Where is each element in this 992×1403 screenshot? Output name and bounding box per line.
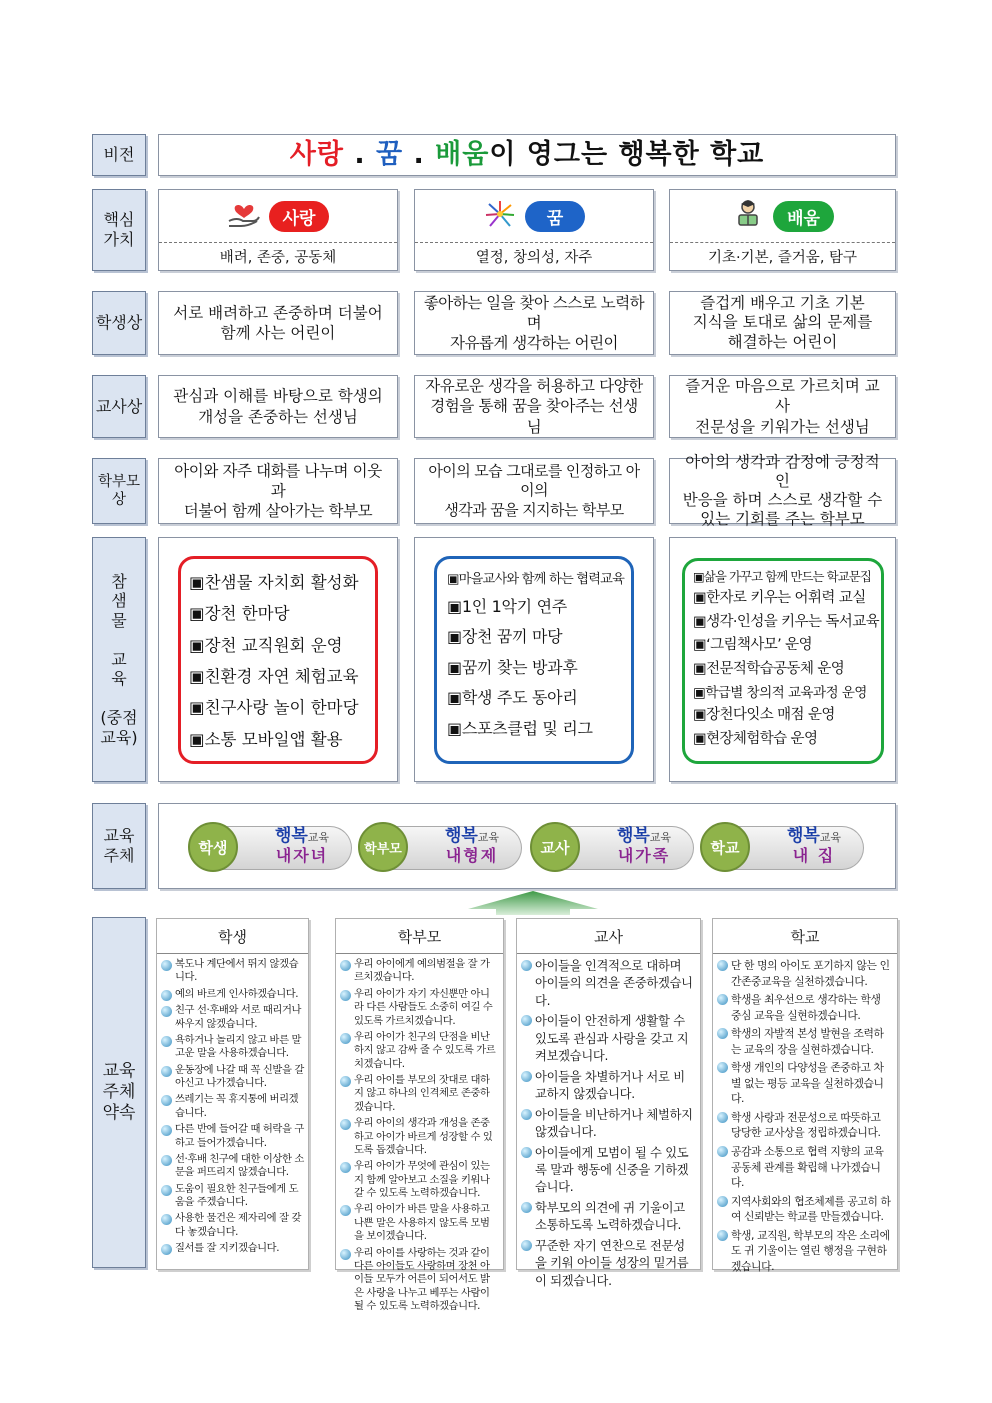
subject-card-school <box>700 822 864 872</box>
promise-item <box>161 1183 304 1210</box>
bullet-circle-icon <box>340 1033 351 1044</box>
bullet-circle-icon <box>521 1071 532 1082</box>
subject-happy: 행복 <box>616 826 650 846</box>
promise-item <box>521 1238 696 1290</box>
promise-text: 우리 아이가 친구의 단점을 비난하지 않고 감싸 줄 수 있도록 가르치겠습니다. <box>354 1030 496 1070</box>
bullet-circle-icon <box>717 1196 728 1207</box>
promise-text: 사용한 물건은 제자리에 잘 갖다 놓겠습니다. <box>175 1212 302 1238</box>
promise-text: 욕하거나 놀리지 않고 바른 말 고운 말을 사용하겠습니다. <box>175 1033 302 1060</box>
promise-text: 단 한 명의 아이도 포기하지 않는 인간존중교육을 실천하겠습니다. <box>731 959 890 988</box>
core-value-love <box>158 189 398 271</box>
core-value-dream <box>414 189 654 271</box>
promise-item <box>717 1026 893 1057</box>
student-image-love: 서로 배려하고 존중하며 더불어 함께 사는 어린이 <box>158 291 398 355</box>
promise-text: 아이들을 인격적으로 대하며 아이들의 의견을 존중하겠습니다. <box>535 959 693 1008</box>
promise-item <box>521 1145 696 1197</box>
promise-item <box>521 1013 696 1065</box>
bullet-circle-icon <box>717 960 728 971</box>
promise-title: 교사 <box>517 919 700 954</box>
bullet-circle-icon <box>717 1028 728 1039</box>
program-item: ▣장천다잇소 매점 운영 <box>693 706 835 723</box>
core-value-learning <box>669 189 896 271</box>
program-item: ▣생각·인성을 키우는 독서교육 <box>693 613 880 630</box>
value-desc-learning: 기초·기본, 즐거움, 탐구 <box>707 249 858 266</box>
bullet-circle-icon <box>161 1155 172 1166</box>
promise-item <box>521 1069 696 1104</box>
promise-item <box>161 1123 304 1150</box>
subject-happy: 행복 <box>786 826 820 846</box>
promise-item <box>340 1117 499 1157</box>
promise-text: 복도나 계단에서 뛰지 않겠습니다. <box>175 958 299 984</box>
bullet-circle-icon <box>340 1076 351 1087</box>
promise-column-parent <box>335 918 504 1312</box>
bullet-circle-icon <box>717 1146 728 1157</box>
promise-item <box>521 1200 696 1235</box>
subject-card-teacher <box>530 822 694 872</box>
promise-text: 다른 반에 들어갈 때 허락을 구하고 들어가겠습니다. <box>175 1123 304 1149</box>
vision-sep: . <box>343 139 376 171</box>
promise-item <box>340 1247 499 1314</box>
promise-text: 학생 사랑과 전문성으로 따뜻하고 당당한 교사상을 정립하겠습니다. <box>731 1110 881 1140</box>
subject-card-parent <box>358 822 522 872</box>
promise-item <box>161 1242 304 1255</box>
subject-happy: 행복 <box>444 826 478 846</box>
bullet-circle-icon <box>717 1112 728 1123</box>
sparkle-dream-icon <box>483 198 517 234</box>
subject-circle: 학생 <box>188 822 238 872</box>
program-item: ▣한자로 키우는 어휘력 교실 <box>693 590 866 607</box>
program-item: ▣학급별 창의적 교육과정 운영 <box>693 684 867 701</box>
promise-text: 아이들을 비난하거나 체벌하지 않겠습니다. <box>535 1107 693 1140</box>
bullet-circle-icon <box>717 1062 728 1073</box>
bullet-circle-icon <box>521 1202 532 1213</box>
bullet-circle-icon <box>161 1214 172 1225</box>
subject-edu: 교육 <box>819 831 842 844</box>
promise-item <box>340 1031 499 1071</box>
promise-item <box>521 958 696 1010</box>
value-desc-love: 배려, 존중, 공동체 <box>219 249 337 266</box>
promise-text: 아이들에게 모범이 될 수 있도록 말과 행동에 신중을 기하겠습니다. <box>535 1145 689 1195</box>
promise-text: 우리 아이가 무엇에 관심이 있는지 함께 알아보고 소질을 키워나갈 수 있도록 노력하겠습니다. <box>354 1160 490 1199</box>
promise-item <box>161 1034 304 1061</box>
bullet-circle-icon <box>340 1162 351 1173</box>
promise-item <box>717 992 893 1023</box>
promise-text: 학부모의 의견에 귀 기울이고 소통하도록 노력하겠습니다. <box>535 1200 685 1233</box>
bullet-circle-icon <box>161 1006 172 1017</box>
row-label-subjects: 교육 주체 <box>92 803 146 889</box>
row-label-promises: 교육 주체 약속 <box>92 917 146 1268</box>
promise-item <box>340 988 499 1028</box>
bullet-circle-icon <box>717 994 728 1005</box>
parent-image-love: 아이와 자주 대화를 나누며 이웃과 더불어 함께 살아가는 학부모 <box>158 458 398 524</box>
promise-text: 학생을 최우선으로 생각하는 학생 중심 교육을 실현하겠습니다. <box>731 993 881 1022</box>
bullet-circle-icon <box>521 1240 532 1251</box>
promise-item <box>340 1160 499 1200</box>
value-desc-dream: 열정, 창의성, 자주 <box>475 249 593 266</box>
subject-motto: 내자녀 <box>275 846 329 866</box>
promise-item <box>340 1074 499 1114</box>
row-label-teacher: 교사상 <box>92 375 146 438</box>
program-item: ▣찬샘물 자치회 활성화 <box>189 573 359 592</box>
vision-banner <box>158 134 896 176</box>
program-item: ▣삶을 가꾸고 함께 만드는 학교문집 <box>693 569 871 584</box>
program-list-learning <box>682 558 884 764</box>
program-item: ▣1인 1악기 연주 <box>447 597 567 617</box>
promise-text: 질서를 잘 지키겠습니다. <box>175 1242 280 1255</box>
bullet-circle-icon <box>161 1066 172 1077</box>
promise-column-teacher <box>516 918 701 1288</box>
subject-motto: 내가족 <box>617 846 671 866</box>
promise-title: 학교 <box>713 919 897 954</box>
subject-circle: 학교 <box>700 822 750 872</box>
row-label-core-values: 핵심 가치 <box>92 189 146 271</box>
promise-item <box>161 1004 304 1031</box>
bullet-circle-icon <box>161 1036 172 1047</box>
promise-text: 우리 아이를 부모의 잣대로 대하지 않고 하나의 인격체로 존중하겠습니다. <box>354 1074 490 1113</box>
value-pill-dream: 꿈 <box>525 201 585 232</box>
promise-text: 아이들을 차별하거나 서로 비교하지 않겠습니다. <box>535 1069 685 1102</box>
row-label-vision: 비전 <box>92 134 146 176</box>
subject-card-student <box>188 822 352 872</box>
value-pill-love: 사랑 <box>269 201 330 232</box>
program-list-love <box>178 556 378 764</box>
program-item: ▣현장체험학습 운영 <box>693 730 818 747</box>
bullet-circle-icon <box>161 1244 172 1255</box>
promise-item <box>161 958 304 985</box>
program-item: ▣꿈끼 찾는 방과후 <box>447 657 578 677</box>
promise-text: 학생, 교직원, 학부모의 작은 소리에도 귀 기울이는 열린 행정을 구현하겠습니다. <box>731 1228 890 1273</box>
program-item: ▣장천 꿈끼 마당 <box>447 627 563 647</box>
bullet-circle-icon <box>340 960 351 971</box>
subject-edu: 교육 <box>477 831 500 844</box>
bullet-circle-icon <box>340 990 351 1001</box>
promise-text: 우리 아이의 생각과 개성을 존중하고 아이가 바르게 성장할 수 있도록 돕겠습니다. <box>354 1117 493 1156</box>
parent-image-dream: 아이의 모습 그대로를 인정하고 아이의 생각과 꿈을 지지하는 학부모 <box>414 458 654 524</box>
bullet-circle-icon <box>521 1015 532 1026</box>
promise-text: 우리 아이가 자기 자신뿐만 아니라 다른 사람들도 소중히 여길 수 있도록 가르치겠습니다. <box>354 987 493 1027</box>
vision-rest: 이 영그는 행복한 학교 <box>489 139 765 171</box>
promise-text: 공감과 소통으로 협력 지향의 교육공동체 관계를 확립해 나가겠습니다. <box>731 1145 884 1190</box>
promise-item <box>717 1194 893 1225</box>
promise-item <box>161 1064 304 1091</box>
student-image-learning: 즐겁게 배우고 기초 기본 지식을 토대로 삶의 문제를 해결하는 어린이 <box>669 291 896 355</box>
promise-text: 우리 아이가 바른 말을 사용하고 나쁜 말은 사용하지 않도록 모범을 보이겠습니다. <box>354 1203 490 1243</box>
promise-text: 지역사회와의 협조체제를 공고히 하여 신뢰받는 학교를 만들겠습니다. <box>731 1194 891 1224</box>
program-item: ▣장천 교직원회 운영 <box>189 635 343 655</box>
bullet-circle-icon <box>161 990 172 1001</box>
subject-happy: 행복 <box>274 826 308 846</box>
promise-item <box>340 1203 499 1243</box>
program-item: ▣친환경 자연 체험교육 <box>189 667 359 687</box>
bullet-circle-icon <box>161 1185 172 1196</box>
bullet-circle-icon <box>340 1119 351 1130</box>
program-item: ▣소통 모바일앱 활용 <box>189 729 343 749</box>
program-item: ▣학생 주도 동아리 <box>447 688 578 708</box>
promise-item <box>340 958 499 985</box>
vision-sep: . <box>403 139 436 171</box>
bullet-circle-icon <box>521 960 532 971</box>
heart-hand-icon <box>227 199 261 233</box>
parent-image-learning: 아이의 생각과 감정에 긍정적인 반응을 하며 스스로 생각할 수 있는 기회를 주는 학부모 <box>669 458 896 524</box>
program-item: ▣마을교사와 함께 하는 협력교육 <box>447 572 625 587</box>
teacher-image-love: 관심과 이해를 바탕으로 학생의 개성을 존중하는 선생님 <box>158 375 398 438</box>
promise-text: 학생의 자발적 본성 발현을 조력하는 교육의 장을 실현하겠습니다. <box>731 1027 884 1056</box>
up-arrow-icon <box>468 891 598 915</box>
bullet-circle-icon <box>717 1230 728 1241</box>
promise-title: 학부모 <box>336 919 503 954</box>
subject-circle: 학부모 <box>358 822 408 872</box>
promise-item <box>161 988 304 1001</box>
bullet-circle-icon <box>340 1249 351 1260</box>
promise-text: 꾸준한 자기 연찬으로 전문성을 키워 아이들 성장의 밑거름이 되겠습니다. <box>535 1238 689 1288</box>
promise-text: 우리 아이를 사랑하는 것과 같이 다른 아이들도 사랑하며 장천 아이들 모두가 어른이 되어서도 밝은 사랑을 나누고 베푸는 사람이 될 수 있도록 노력하겠습니다. <box>354 1246 490 1312</box>
program-item: ▣스포츠클럽 및 리그 <box>447 718 593 738</box>
program-item: ▣장천 한마당 <box>189 604 290 624</box>
subject-motto: 내형제 <box>445 846 499 866</box>
promise-item <box>717 1110 893 1141</box>
student-reading-icon <box>731 198 765 234</box>
promise-item <box>717 1228 893 1275</box>
subject-edu: 교육 <box>307 831 330 844</box>
program-item: ▣친구사랑 놀이 한마당 <box>189 698 359 718</box>
teacher-image-learning: 즐거운 마음으로 가르치며 교사 전문성을 키워가는 선생님 <box>669 375 896 438</box>
bullet-circle-icon <box>161 1095 172 1106</box>
promise-column-school <box>712 918 898 1273</box>
promise-text: 운동장에 나갈 때 꼭 신발을 갈아신고 나가겠습니다. <box>175 1063 304 1089</box>
row-label-student: 학생상 <box>92 291 146 355</box>
promise-item <box>717 958 893 989</box>
program-item: ▣전문적학습공동체 운영 <box>693 661 845 678</box>
bullet-circle-icon <box>161 1125 172 1136</box>
vision-love: 사랑 <box>289 139 344 171</box>
row-label-parent: 학부모상 <box>92 458 146 524</box>
subject-edu: 교육 <box>649 831 672 844</box>
promise-item <box>161 1212 304 1239</box>
student-image-dream: 좋아하는 일을 찾아 스스로 노력하며 자유롭게 생각하는 어린이 <box>414 291 654 355</box>
row-label-program: 참 샘 물 교 육 (중점 교육) <box>92 537 146 782</box>
promise-text: 도움이 필요한 친구들에게 도움을 주겠습니다. <box>175 1182 299 1208</box>
subject-motto: 내 집 <box>792 846 836 866</box>
bullet-circle-icon <box>161 960 172 971</box>
promise-item <box>717 1144 893 1191</box>
bullet-circle-icon <box>521 1109 532 1120</box>
promise-text: 우리 아이에게 예의범절을 잘 가르치겠습니다. <box>354 958 490 984</box>
promise-title: 학생 <box>157 919 308 954</box>
promise-text: 친구 선·후배와 서로 때리거나 싸우지 않겠습니다. <box>175 1004 302 1030</box>
program-list-dream <box>434 556 634 764</box>
subject-circle: 교사 <box>530 822 580 872</box>
promise-text: 쓰레기는 꼭 휴지통에 버리겠습니다. <box>175 1093 299 1119</box>
value-pill-learning: 배움 <box>773 201 834 232</box>
bullet-circle-icon <box>340 1205 351 1216</box>
bullet-circle-icon <box>521 1147 532 1158</box>
promise-text: 학생 개인의 다양성을 존중하고 차별 없는 평등 교육을 실천하겠습니다. <box>731 1061 884 1106</box>
promise-item <box>161 1093 304 1120</box>
promise-text: 아이들이 안전하게 생활할 수 있도록 관심과 사랑을 갖고 지켜보겠습니다. <box>535 1014 689 1064</box>
program-item: ▣‘그림책사모’ 운영 <box>693 637 812 654</box>
promise-text: 예의 바르게 인사하겠습니다. <box>175 987 299 1000</box>
vision-dream: 꿈 <box>375 139 404 171</box>
promise-item <box>521 1107 696 1142</box>
teacher-image-dream: 자유로운 생각을 허용하고 다양한 경험을 통해 꿈을 찾아주는 선생님 <box>414 375 654 438</box>
promise-column-student <box>156 918 309 1270</box>
promise-item <box>161 1153 304 1180</box>
vision-learning: 배움 <box>435 139 490 171</box>
promise-text: 선·후배 친구에 대한 이상한 소문을 퍼뜨리지 않겠습니다. <box>175 1152 304 1179</box>
promise-item <box>717 1060 893 1107</box>
